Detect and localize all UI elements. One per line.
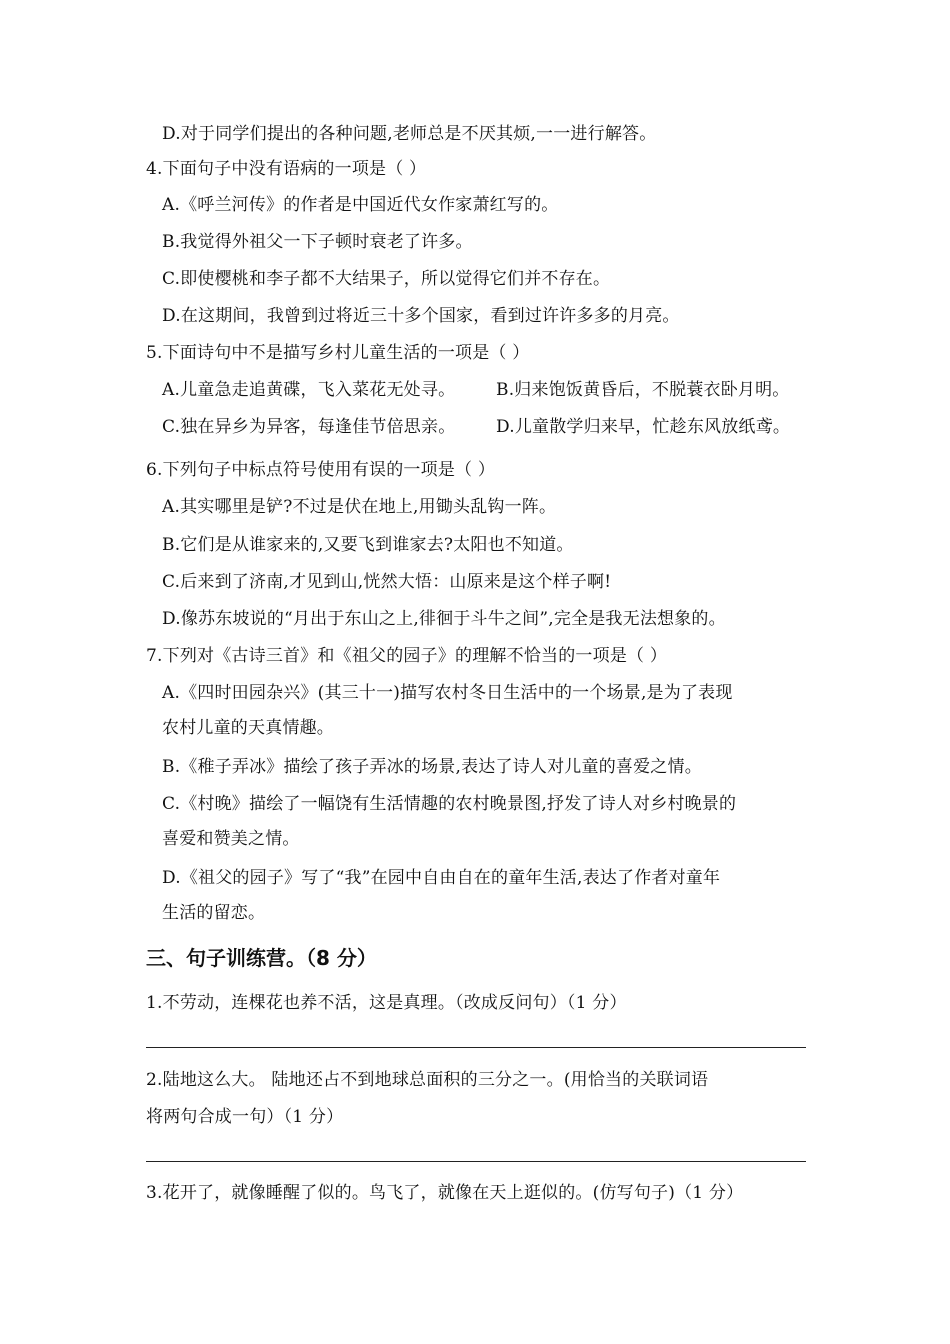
q4-option-b: B.我觉得外祖父一下子顿时衰老了许多。 (162, 232, 473, 252)
q3-option-d: D.对于同学们提出的各种问题,老师总是不厌其烦,一一进行解答。 (162, 124, 657, 144)
q5-option-c: C.独在异乡为异客，每逢佳节倍思亲。 (162, 417, 456, 437)
sentence-3-prompt: 3.花开了，就像睡醒了似的。鸟飞了，就像在天上逛似的。(仿写句子)（1 分） (146, 1183, 744, 1203)
answer-line-1[interactable] (146, 1047, 806, 1048)
section-3-heading: 三、句子训练营。（8 分） (146, 946, 377, 970)
q5-option-b: B.归来饱饭黄昏后，不脱蓑衣卧月明。 (496, 380, 790, 400)
q7-option-c-line1: C.《村晚》描绘了一幅饶有生活情趣的农村晚景图,抒发了诗人对乡村晚景的 (162, 794, 737, 814)
q5-option-d: D.儿童散学归来早，忙趁东风放纸鸢。 (496, 417, 791, 437)
answer-line-2[interactable] (146, 1161, 806, 1162)
q4-option-a: A.《呼兰河传》的作者是中国近代女作家萧红写的。 (162, 195, 559, 215)
question-5-stem: 5.下面诗句中不是描写乡村儿童生活的一项是（ ） (146, 343, 530, 363)
q4-option-c: C.即使樱桃和李子都不大结果子，所以觉得它们并不存在。 (162, 269, 611, 289)
q7-option-a-line2: 农村儿童的天真情趣。 (162, 718, 334, 738)
sentence-1-prompt: 1.不劳动，连棵花也养不活，这是真理。（改成反问句）（1 分） (146, 993, 627, 1013)
q6-option-c: C.后来到了济南,才见到山,恍然大悟：山原来是这个样子啊! (162, 572, 612, 592)
question-6-stem: 6.下列句子中标点符号使用有误的一项是（ ） (146, 460, 496, 480)
q4-option-d: D.在这期间，我曾到过将近三十多个国家，看到过许许多多的月亮。 (162, 306, 680, 326)
question-7-stem: 7.下列对《古诗三首》和《祖父的园子》的理解不恰当的一项是（ ） (146, 646, 668, 666)
q6-option-d: D.像苏东坡说的“月出于东山之上,徘徊于斗牛之间”,完全是我无法想象的。 (162, 609, 726, 629)
sentence-2-prompt-line2: 将两句合成一句）（1 分） (146, 1107, 344, 1127)
sentence-2-prompt-line1: 2.陆地这么大。 陆地还占不到地球总面积的三分之一。(用恰当的关联词语 (146, 1070, 709, 1090)
q7-option-d-line2: 生活的留恋。 (162, 903, 266, 923)
q6-option-b: B.它们是从谁家来的,又要飞到谁家去?太阳也不知道。 (162, 535, 574, 555)
q7-option-b: B.《稚子弄冰》描绘了孩子弄冰的场景,表达了诗人对儿童的喜爱之情。 (162, 757, 702, 777)
q6-option-a: A.其实哪里是铲?不过是伏在地上,用锄头乱钩一阵。 (162, 497, 557, 517)
q5-option-a: A.儿童急走追黄碟，飞入菜花无处寻。 (162, 380, 456, 400)
q7-option-a-line1: A.《四时田园杂兴》(其三十一)描写农村冬日生活中的一个场景,是为了表现 (162, 683, 733, 703)
q7-option-d-line1: D.《祖父的园子》写了“我”在园中自由自在的童年生活,表达了作者对童年 (162, 868, 721, 888)
question-4-stem: 4.下面句子中没有语病的一项是（ ） (146, 159, 427, 179)
q7-option-c-line2: 喜爱和赞美之情。 (162, 829, 300, 849)
